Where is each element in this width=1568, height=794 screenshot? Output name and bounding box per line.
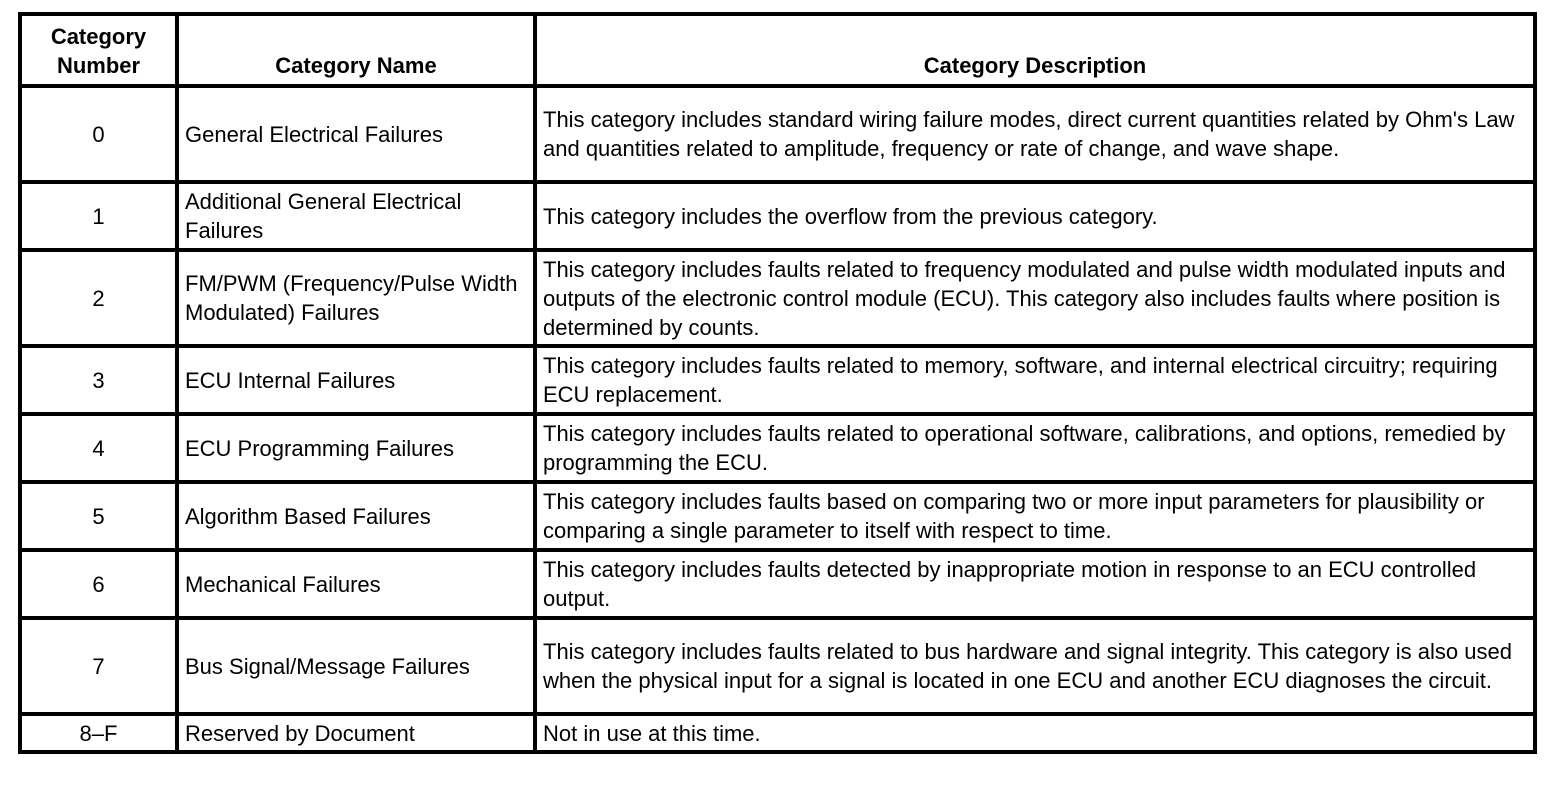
- category-description-cell: This category includes the overflow from the previous category.: [535, 182, 1535, 250]
- category-description-cell: This category includes faults detected by inappropriate motion in response to an ECU controlled output.: [535, 550, 1535, 618]
- header-category-description: Category Description: [535, 14, 1535, 86]
- category-description-cell: This category includes faults related to frequency modulated and pulse width modulated inputs and outputs of the electronic control module (ECU). This category also includes faults where position is determined by counts.: [535, 250, 1535, 346]
- category-name-cell: Additional General Electrical Failures: [177, 182, 535, 250]
- table-row: [20, 346, 1535, 414]
- table-row: [20, 482, 1535, 550]
- table-header: [20, 14, 1535, 86]
- header-category-name: Category Name: [177, 14, 535, 86]
- category-name-cell: ECU Programming Failures: [177, 414, 535, 482]
- category-number-cell: 2: [20, 250, 177, 346]
- header-row: [20, 14, 1535, 86]
- category-description-cell: This category includes faults related to bus hardware and signal integrity. This category is also used when the physical input for a signal is located in one ECU and another ECU diagnoses the circuit.: [535, 618, 1535, 714]
- table-row: [20, 250, 1535, 346]
- category-number-cell: 6: [20, 550, 177, 618]
- category-description-cell: This category includes faults based on comparing two or more input parameters for plausibility or comparing a single parameter to itself with respect to time.: [535, 482, 1535, 550]
- category-name-cell: General Electrical Failures: [177, 86, 535, 182]
- table-body: [20, 86, 1535, 752]
- table-row: [20, 182, 1535, 250]
- table-row: [20, 618, 1535, 714]
- category-number-cell: 7: [20, 618, 177, 714]
- table-row: [20, 86, 1535, 182]
- header-category-number: [20, 14, 177, 86]
- category-number-cell: 1: [20, 182, 177, 250]
- header-category-number-line1: Category: [50, 24, 147, 49]
- category-description-cell: Not in use at this time.: [535, 714, 1535, 752]
- category-table: [18, 12, 1537, 754]
- header-category-number-line2: Number: [56, 53, 141, 78]
- category-number-cell: 3: [20, 346, 177, 414]
- table-row: [20, 414, 1535, 482]
- category-number-cell: 4: [20, 414, 177, 482]
- table-row: [20, 550, 1535, 618]
- category-name-cell: Mechanical Failures: [177, 550, 535, 618]
- category-description-cell: This category includes standard wiring failure modes, direct current quantities related by Ohm's Law and quantities related to amplitude, frequency or rate of change, and wave shape.: [535, 86, 1535, 182]
- category-number-cell: 8–F: [20, 714, 177, 752]
- category-description-cell: This category includes faults related to operational software, calibrations, and options, remedied by programming the ECU.: [535, 414, 1535, 482]
- category-name-cell: Bus Signal/Message Failures: [177, 618, 535, 714]
- category-name-cell: FM/PWM (Frequency/Pulse Width Modulated) Failures: [177, 250, 535, 346]
- category-name-cell: Algorithm Based Failures: [177, 482, 535, 550]
- category-name-cell: Reserved by Document: [177, 714, 535, 752]
- table-row: [20, 714, 1535, 752]
- category-description-cell: This category includes faults related to memory, software, and internal electrical circuitry; requiring ECU replacement.: [535, 346, 1535, 414]
- category-number-cell: 5: [20, 482, 177, 550]
- category-name-cell: ECU Internal Failures: [177, 346, 535, 414]
- category-number-cell: 0: [20, 86, 177, 182]
